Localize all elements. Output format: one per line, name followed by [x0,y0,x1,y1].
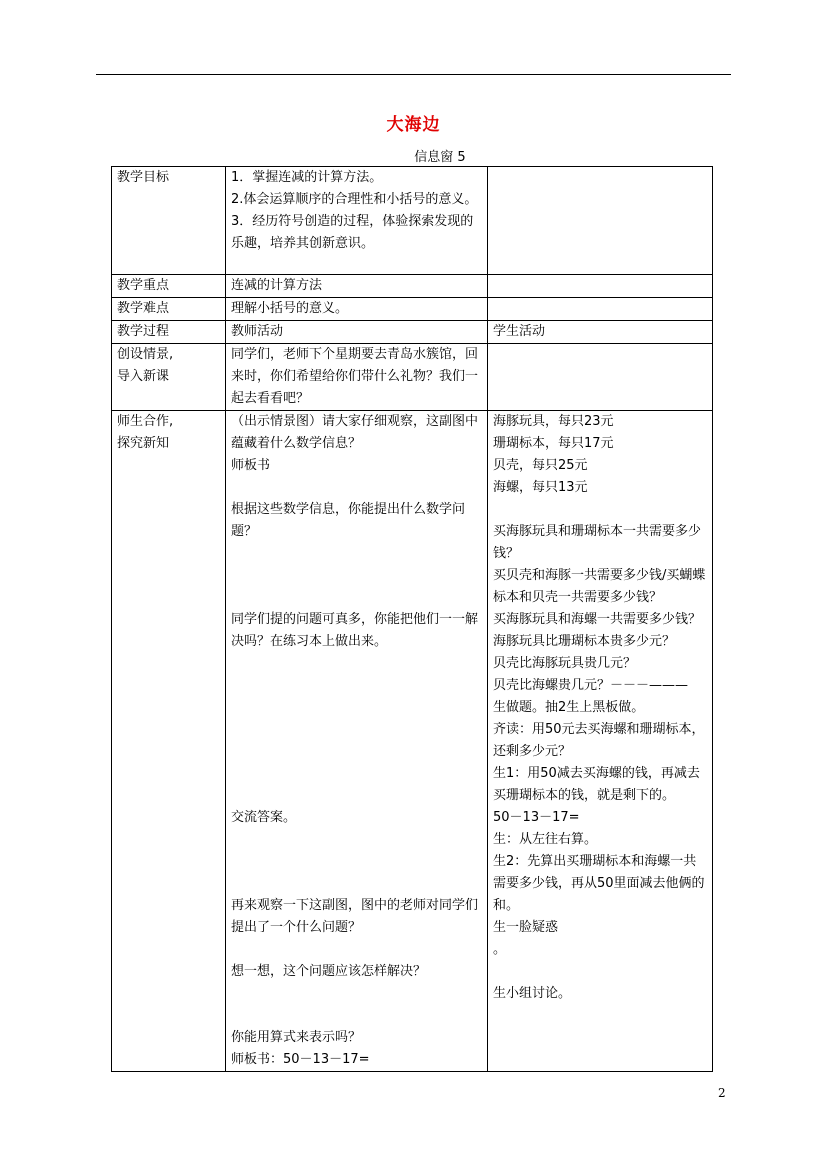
student-line: 生2：先算出买珊瑚标本和海螺一共需要多少钱，再从50里面减去他俩的和。 [493,854,705,913]
teacher-line [231,675,482,697]
student-line [493,499,707,521]
intro-student-activity [488,344,713,411]
key-point-label: 教学重点 [112,275,226,298]
explore-student-activity [488,411,713,1072]
student-line: 生小组讨论。 [493,986,572,1001]
document-subtitle: 信息窗 5 [414,150,466,165]
teacher-line [231,543,482,565]
teacher-line: （出示情景图）请大家仔细观察，这副图中蕴藏着什么数学信息？ [231,414,479,451]
student-line: 生1：用50减去买海螺的钱，再减去买珊瑚标本的钱，就是剩下的。 [493,766,700,803]
explore-label-line: 师生合作, [117,414,174,429]
student-line [493,961,707,983]
intro-row [112,344,713,411]
teacher-line [231,1005,482,1027]
document-title: 大海边 [386,115,441,135]
goal-item: 2.体会运算顺序的合理性和小括号的意义。 [231,192,478,207]
teacher-line [231,763,482,785]
student-line: 。 [493,942,507,957]
student-line: 贝壳，每只25元 [493,458,588,473]
key-point-empty-cell [488,275,713,298]
teacher-line [231,653,482,675]
lesson-plan-table [111,166,713,1072]
teacher-line [231,851,482,873]
student-line: 海豚玩具，每只23元 [493,414,614,429]
difficulty-row [112,298,713,321]
student-line: 生一脸疑惑 [493,920,559,935]
student-line: 海螺，每只13元 [493,480,588,495]
student-line: 海豚玩具比珊瑚标本贵多少元？ [493,634,676,649]
process-label: 教学过程 [112,321,226,344]
teacher-line [231,785,482,807]
process-header-row [112,321,713,344]
goals-empty-cell [488,167,713,275]
teacher-line [231,477,482,499]
explore-label [112,411,226,1072]
teacher-line: 同学们提的问题可真多，你能把他们一一解决吗？在练习本上做出来。 [231,612,479,649]
teacher-line: 想一想，这个问题应该怎样解决？ [231,964,427,979]
header-rule [96,74,731,75]
student-activity-header: 学生活动 [488,321,713,344]
explore-label-line: 探究新知 [117,436,170,451]
page-number: 2 [718,1086,726,1100]
student-line: 买海豚玩具和珊瑚标本一共需要多少钱？ [493,524,702,561]
teacher-line [231,873,482,895]
difficulty-label: 教学难点 [112,298,226,321]
teacher-line [231,983,482,1005]
teacher-line [231,741,482,763]
teacher-line: 交流答案。 [231,810,297,825]
student-line: 50－13－17= [493,810,580,825]
teacher-line [231,829,482,851]
teacher-line [231,697,482,719]
student-line: 贝壳比海螺贵几元？－－－——— [493,678,689,693]
goal-item: 3．经历符号创造的过程，体验探索发现的乐趣，培养其创新意识。 [231,214,474,251]
student-line: 买贝壳和海豚一共需要多少钱/买蝴蝶标本和贝壳一共需要多少钱？ [493,568,706,605]
key-point-row [112,275,713,298]
intro-label [112,344,226,411]
teacher-line [231,939,482,961]
intro-label-line: 创设情景, [117,347,174,362]
teacher-line: 师板书 [231,458,271,473]
intro-teacher-activity: 同学们，老师下个星期要去青岛水簇馆，回来时，你们希望给你们带什么礼物？我们一起去看看吧？ [226,344,488,411]
teacher-line [231,565,482,587]
student-line: 生做题。抽2生上黑板做。 [493,700,645,715]
goal-item: 1．掌握连减的计算方法。 [231,170,383,185]
explore-row [112,411,713,1072]
teacher-activity-header: 教师活动 [226,321,488,344]
goals-content [226,167,488,275]
teacher-line [231,587,482,609]
goals-row [112,167,713,275]
difficulty-empty-cell [488,298,713,321]
difficulty-value: 理解小括号的意义。 [226,298,488,321]
explore-teacher-activity [226,411,488,1072]
intro-label-line: 导入新课 [117,369,170,384]
student-line: 齐读：用50元去买海螺和珊瑚标本，还剩多少元？ [493,722,705,759]
teacher-line: 根据这些数学信息，你能提出什么数学问题？ [231,502,466,539]
student-line: 生：从左往右算。 [493,832,598,847]
student-line: 买海豚玩具和海螺一共需要多少钱？ [493,612,702,627]
goals-label: 教学目标 [112,167,226,275]
teacher-line [231,719,482,741]
teacher-line: 你能用算式来表示吗？ [231,1030,362,1045]
teacher-line: 再来观察一下这副图，图中的老师对同学们提出了一个什么问题？ [231,898,479,935]
key-point-value: 连减的计算方法 [226,275,488,298]
student-line: 贝壳比海豚玩具贵几元？ [493,656,637,671]
student-line: 珊瑚标本，每只17元 [493,436,614,451]
teacher-line: 师板书：50－13－17= [231,1052,370,1067]
